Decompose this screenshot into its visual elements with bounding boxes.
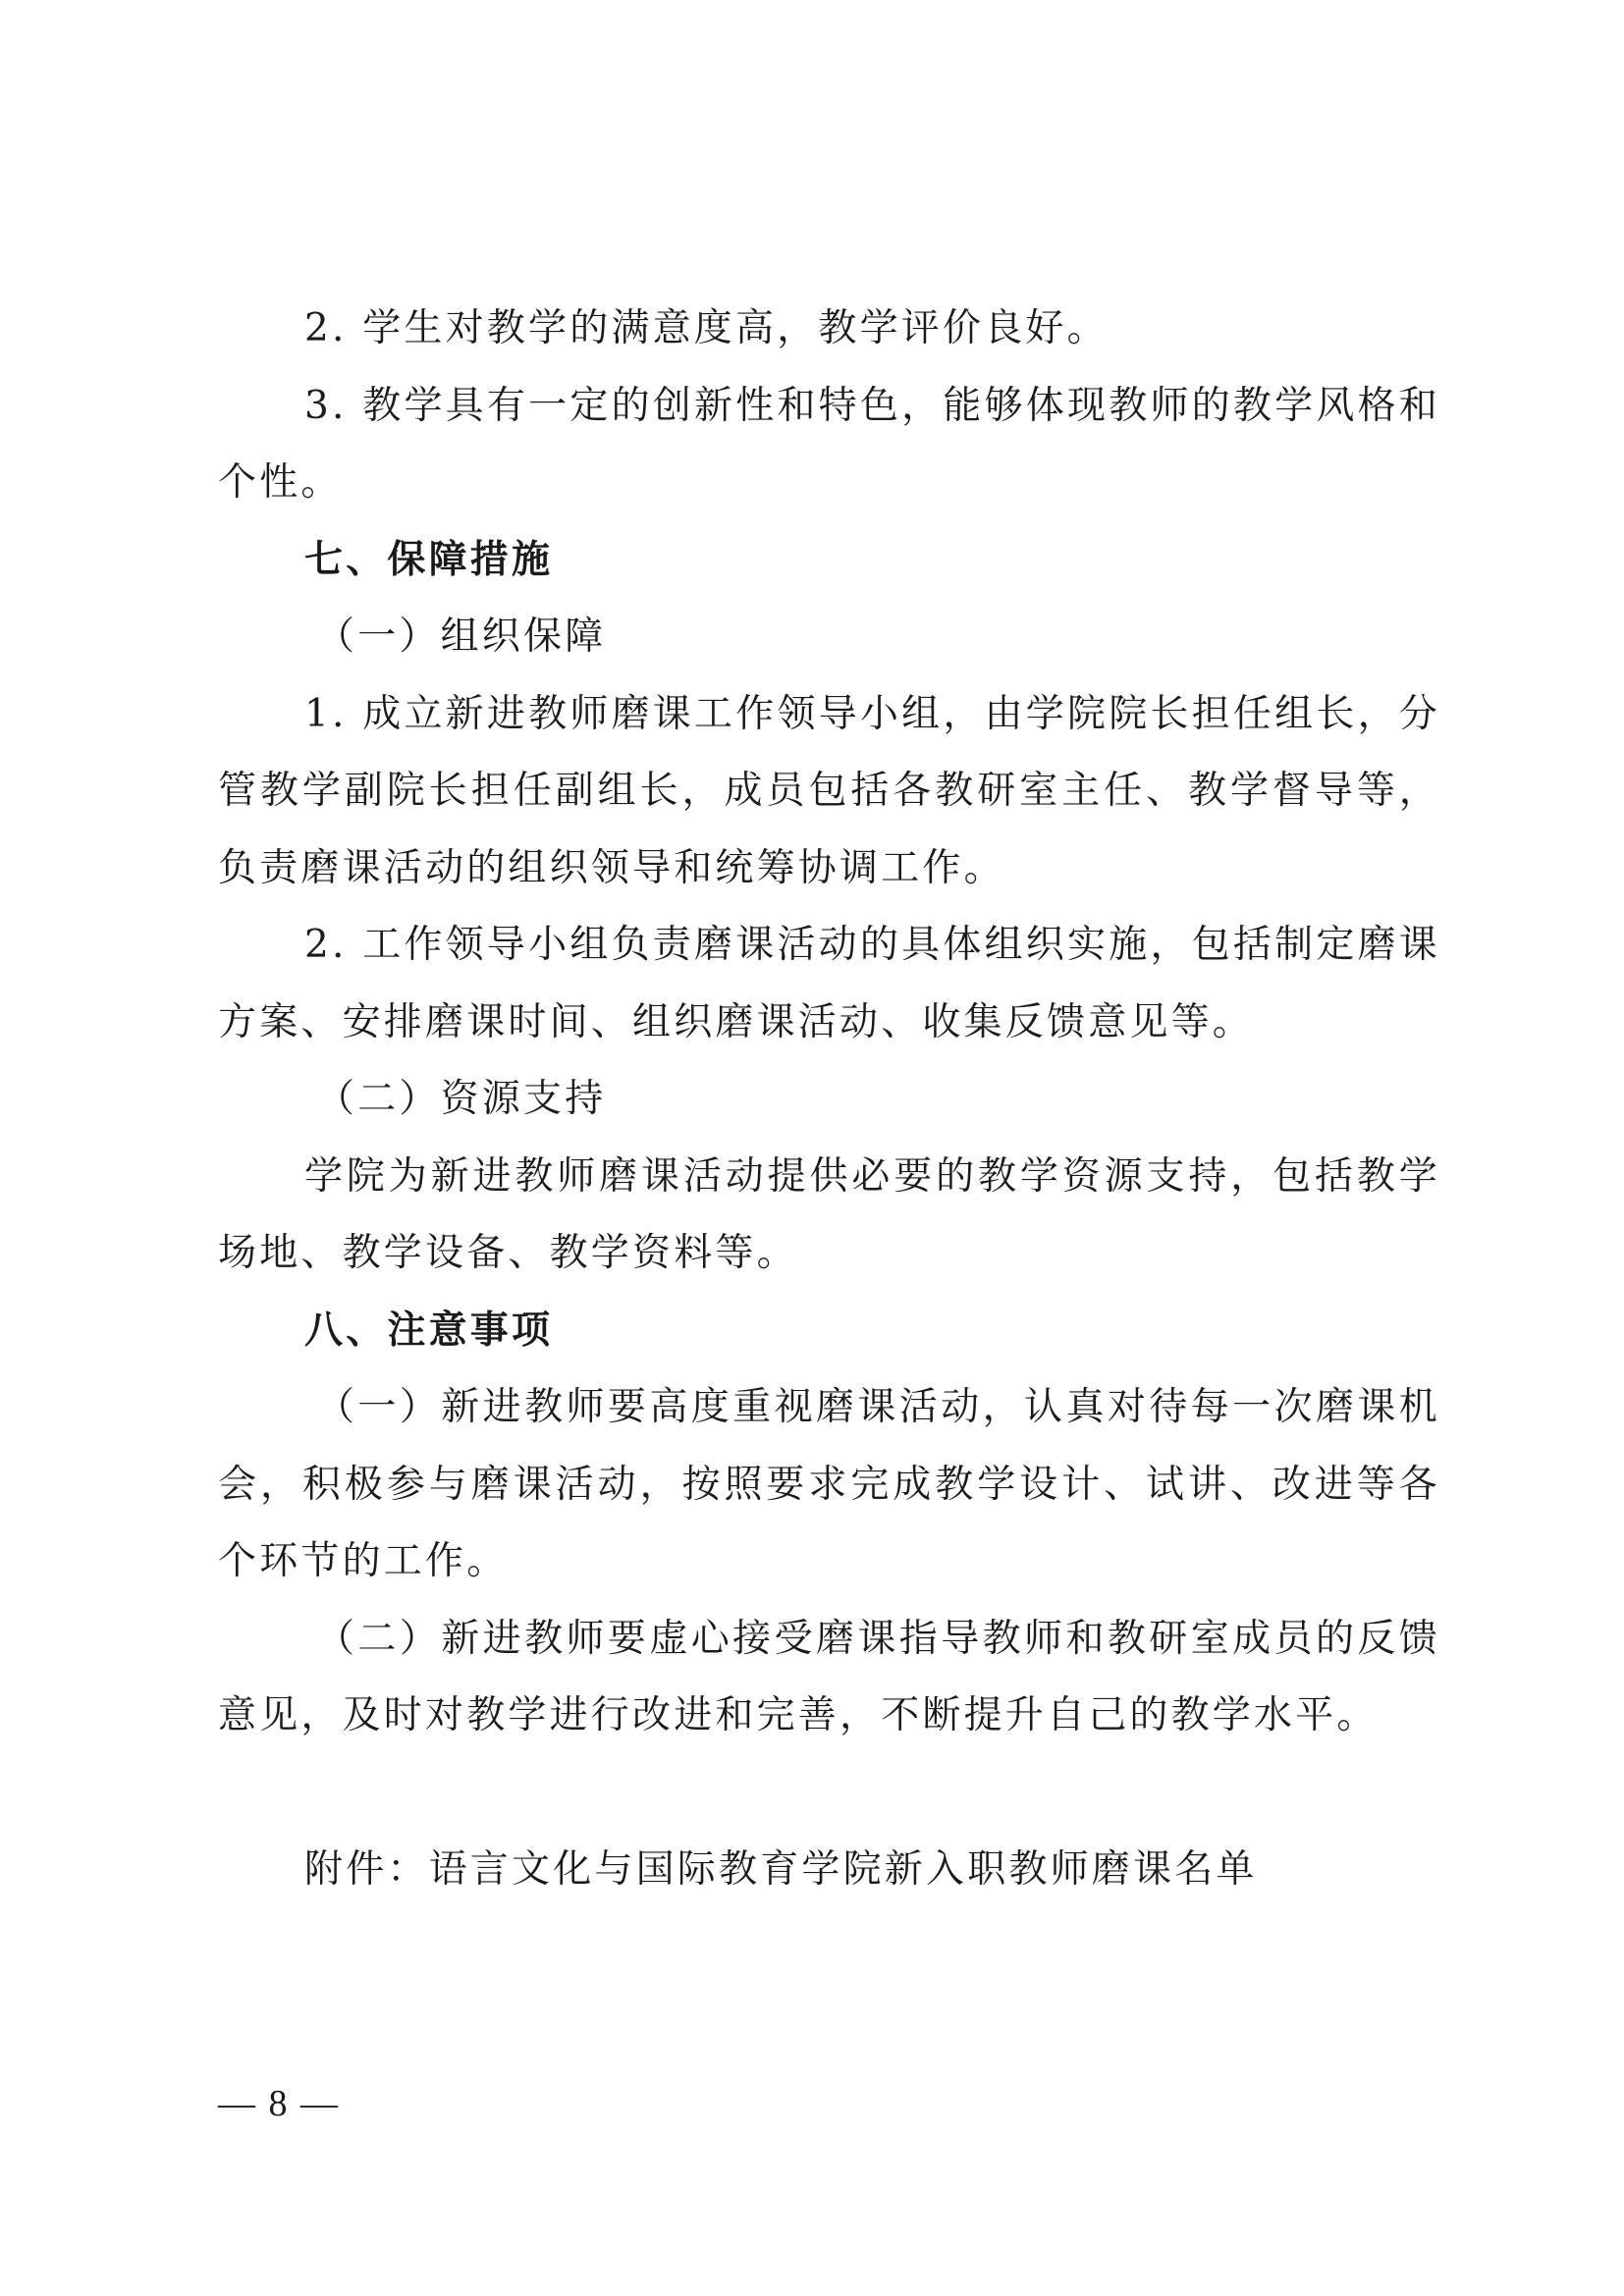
- organization-item-1: 1. 成立新进教师磨课工作领导小组，由学院院长担任组长，分管教学副院长担任副组长，成员包括各教研室主任、教学督导等，负责磨课活动的组织领导和统筹协调工作。: [218, 691, 1440, 890]
- notes-item-1: （一）新进教师要高度重视磨课活动，认真对待每一次磨课机会，积极参与磨课活动，按照要求完成教学设计、试讲、改进等各个环节的工作。: [218, 1385, 1440, 1583]
- paragraph-spacer: [218, 1755, 1440, 1832]
- criteria-item-3: 3. 教学具有一定的创新性和特色，能够体现教师的教学风格和个性。: [218, 383, 1440, 505]
- subheading-resource-support: （二）资源支持: [316, 1077, 607, 1121]
- resource-support-paragraph: 学院为新进教师磨课活动提供必要的教学资源支持，包括教学场地、教学设备、教学资料等。: [218, 1153, 1440, 1275]
- page-number: — 8 —: [218, 2083, 340, 2124]
- notes-item-2: （二）新进教师要虚心接受磨课指导教师和教研室成员的反馈意见，及时对教学进行改进和完善，不断提升自己的教学水平。: [218, 1616, 1440, 1737]
- section-heading-notes: 八、注意事项: [304, 1308, 554, 1353]
- attachment-line: 附件：语言文化与国际教育学院新入职教师磨课名单: [304, 1846, 1258, 1892]
- document-body: [218, 291, 1440, 1908]
- section-heading-guarantee-measures: 七、保障措施: [304, 537, 554, 582]
- organization-item-2: 2. 工作领导小组负责磨课活动的具体组织实施，包括制定磨课方案、安排磨课时间、组织磨课活动、收集反馈意见等。: [218, 923, 1440, 1044]
- subheading-organization-guarantee: （一）组织保障: [316, 614, 607, 659]
- criteria-item-2: 2. 学生对教学的满意度高，教学评价良好。: [304, 306, 1109, 350]
